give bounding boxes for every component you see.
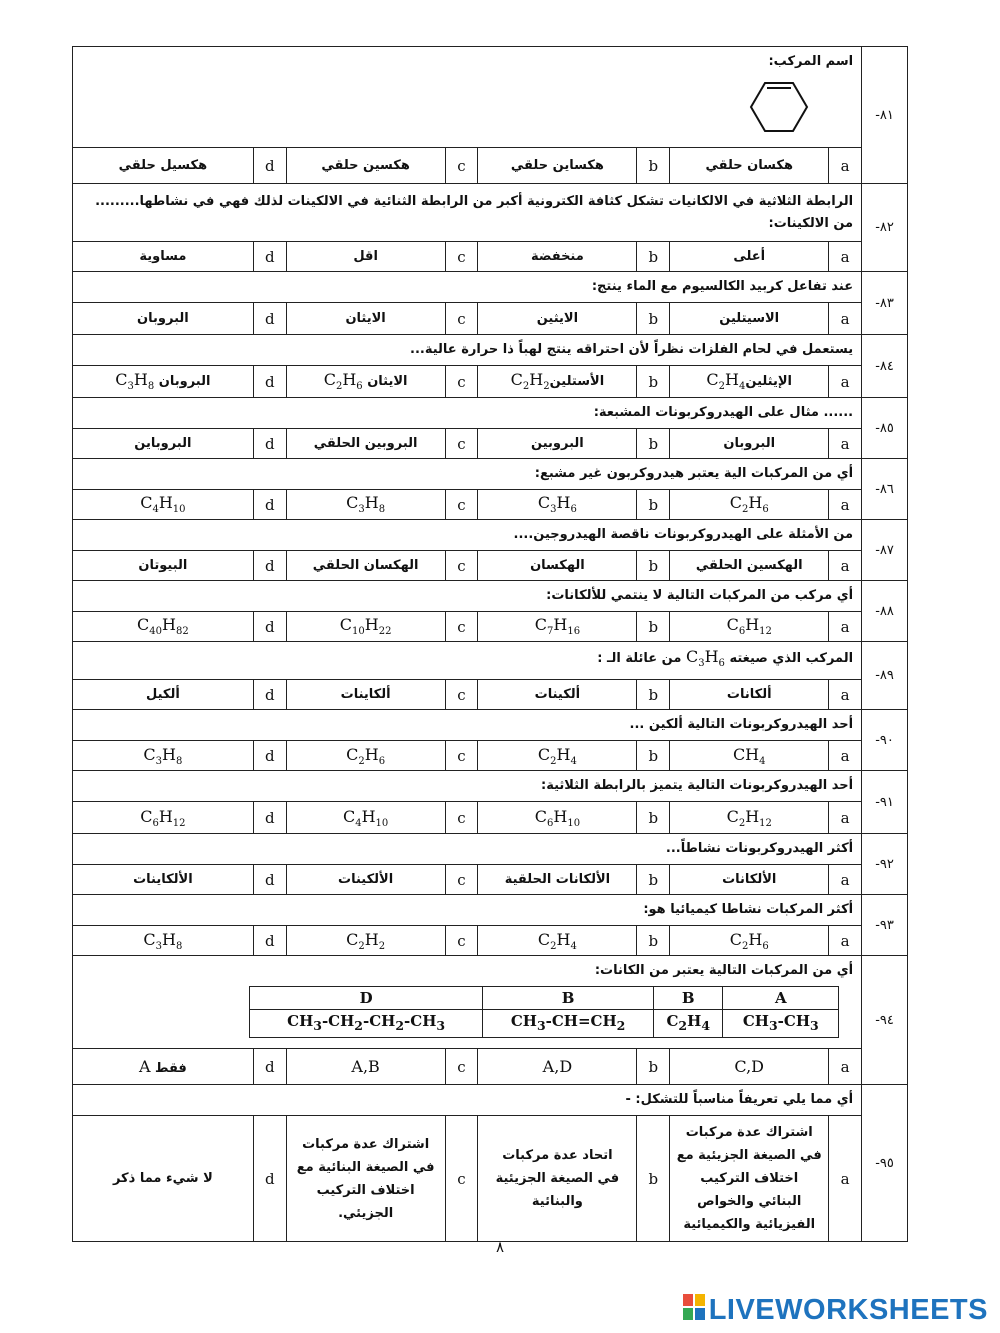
q85-letter-b: b: [637, 429, 670, 459]
q87-letter-d: d: [253, 551, 286, 581]
q90-letter-d: d: [253, 741, 286, 771]
question-87-number: -٨٧: [862, 520, 908, 581]
q81-option-b[interactable]: هكساين حلقي: [478, 148, 637, 184]
q83-letter-b: b: [637, 303, 670, 335]
q84-option-b[interactable]: $الأستلينC_2H_2$: [478, 366, 637, 398]
q85-letter-c: c: [445, 429, 478, 459]
q87-option-d[interactable]: البيوتان: [73, 551, 254, 581]
q84-letter-c: c: [445, 366, 478, 398]
q85-option-d[interactable]: البروباين: [73, 429, 254, 459]
cyclohexene-ring-icon: [749, 79, 809, 135]
q82-option-a[interactable]: أعلى: [670, 242, 829, 272]
q92-option-d[interactable]: الألكاينات: [73, 865, 254, 895]
question-81-text: اسم المركب:: [768, 54, 854, 69]
q93-letter-d: d: [253, 926, 286, 956]
q86-letter-a: a: [829, 490, 862, 520]
q89-letter-c: c: [445, 680, 478, 710]
q93-letter-b: b: [637, 926, 670, 956]
q81-letter-d: d: [253, 148, 286, 184]
q90-letter-a: a: [829, 741, 862, 771]
question-92-number: -٩٢: [862, 834, 908, 895]
question-81-number: -٨١: [862, 47, 908, 184]
q94-header-4: A: [723, 987, 839, 1010]
question-92-text: أكثر الهيدروكربونات نشاطاً...: [73, 834, 862, 865]
q89-text-post: من عائلة الـ :: [597, 651, 682, 666]
q90-letter-c: c: [445, 741, 478, 771]
q86-letter-b: b: [637, 490, 670, 520]
q94-compound-b1: $CH_3-CH=CH_2$: [483, 1010, 654, 1038]
q82-option-b[interactable]: منخفضة: [478, 242, 637, 272]
question-90-number: -٩٠: [862, 710, 908, 771]
q95-b-line: والبنائية: [531, 1194, 583, 1210]
q87-letter-c: c: [445, 551, 478, 581]
q83-option-d[interactable]: البروبان: [73, 303, 254, 335]
q86-letter-c: c: [445, 490, 478, 520]
q94-option-a-text: C,D: [734, 1057, 765, 1077]
q88-letter-b: b: [637, 612, 670, 642]
q84-letter-d: d: [253, 366, 286, 398]
q95-letter-d: d: [253, 1116, 286, 1242]
q91-option-d[interactable]: $C_6H_{12}$: [73, 802, 254, 834]
q85-option-b[interactable]: البروبين: [478, 429, 637, 459]
q88-option-b[interactable]: $C_7H_{16}$: [478, 612, 637, 642]
q94-header-2: B: [483, 987, 654, 1010]
q89-option-c[interactable]: ألكاينات: [286, 680, 445, 710]
q93-letter-a: a: [829, 926, 862, 956]
q87-letter-a: a: [829, 551, 862, 581]
q94-compound-a: $CH_3-CH_3$: [723, 1010, 839, 1038]
q95-letter-a: a: [829, 1116, 862, 1242]
question-84-text: يستعمل في لحام الفلزات نظراً لأن احتراقه ينتج لهباً ذا حرارة عالية...: [73, 335, 862, 366]
question-87-text: من الأمثلة على الهيدروكربونات ناقصة الهيدروجين....: [73, 520, 862, 551]
q95-c-line: اشتراك عدة مركبات: [302, 1136, 430, 1152]
q84-option-d[interactable]: البروبان $C_3H_8$: [73, 366, 254, 398]
q84-option-d-name: البروبان: [158, 374, 211, 390]
q94-option-d-letter: A: [138, 1057, 151, 1077]
q93-option-c[interactable]: $C_2H_2$: [286, 926, 445, 956]
q95-c-line: الجزيئي.: [338, 1205, 394, 1221]
q89-option-a[interactable]: ألكانات: [670, 680, 829, 710]
q93-option-b[interactable]: $C_2H_4$: [478, 926, 637, 956]
q81-option-c[interactable]: هكسين حلقي: [286, 148, 445, 184]
question-89-number: -٨٩: [862, 642, 908, 710]
q89-option-b[interactable]: ألكينات: [478, 680, 637, 710]
question-93-text: أكثر المركبات نشاطا كيميائيا هو:: [73, 895, 862, 926]
q92-letter-d: d: [253, 865, 286, 895]
q95-a-line: الفيزيائية والكيميائية: [683, 1217, 816, 1233]
q89-letter-b: b: [637, 680, 670, 710]
q95-a-line: اشتراك عدة مركبات: [685, 1125, 813, 1141]
q95-letter-b: b: [637, 1116, 670, 1242]
q83-option-a[interactable]: الاسيتلين: [670, 303, 829, 335]
question-88-text: أي مركب من المركبات التالية لا ينتمي للألكانات:: [73, 581, 862, 612]
question-95-number: -٩٥: [862, 1085, 908, 1242]
q94-option-b[interactable]: [478, 1049, 637, 1085]
q93-letter-c: c: [445, 926, 478, 956]
q81-letter-b: b: [637, 148, 670, 184]
q95-c-line: اختلاف التركيب: [316, 1182, 415, 1198]
q94-option-b-text: A,D: [542, 1057, 573, 1077]
q83-letter-d: d: [253, 303, 286, 335]
q89-letter-d: d: [253, 680, 286, 710]
question-94-number: -٩٤: [862, 956, 908, 1085]
q85-letter-d: d: [253, 429, 286, 459]
q87-option-c[interactable]: الهكسان الحلقي: [286, 551, 445, 581]
question-88-number: -٨٨: [862, 581, 908, 642]
q95-option-b[interactable]: [478, 1116, 637, 1242]
q86-option-d[interactable]: $C_4H_{10}$: [73, 490, 254, 520]
q92-option-c[interactable]: الألكينات: [286, 865, 445, 895]
q93-option-a[interactable]: $C_2H_6$: [670, 926, 829, 956]
q88-letter-a: a: [829, 612, 862, 642]
q81-letter-a: a: [829, 148, 862, 184]
liveworksheets-logo-icon: [683, 1294, 705, 1328]
question-95-text: أي مما يلي تعريفاً مناسباً للتشكل: -: [73, 1085, 862, 1116]
q92-option-b[interactable]: الألكانات الحلقية: [478, 865, 637, 895]
worksheet-table: [72, 46, 908, 1242]
question-85-number: -٨٥: [862, 398, 908, 459]
q95-c-line: في الصيغة البنائية مع: [296, 1159, 435, 1175]
q89-letter-a: a: [829, 680, 862, 710]
q94-compound-d: $CH_3-CH_2-CH_2-CH_3$: [250, 1010, 483, 1038]
q94-letter-a: a: [829, 1049, 862, 1085]
question-94-stem: [73, 956, 862, 1049]
q83-letter-a: a: [829, 303, 862, 335]
q92-letter-c: c: [445, 865, 478, 895]
q86-option-a[interactable]: $C_2H_6$: [670, 490, 829, 520]
q84-option-a-name: الإيثلين: [745, 374, 793, 390]
q92-letter-b: b: [637, 865, 670, 895]
q94-option-d-word: فقط: [155, 1061, 187, 1077]
q85-option-a[interactable]: البروبان: [670, 429, 829, 459]
q91-letter-a: a: [829, 802, 862, 834]
q91-option-b[interactable]: $C_6H_{10}$: [478, 802, 637, 834]
question-83-number: -٨٣: [862, 272, 908, 335]
q85-letter-a: a: [829, 429, 862, 459]
q94-letter-b: b: [637, 1049, 670, 1085]
q82-letter-b: b: [637, 242, 670, 272]
q95-b-line: في الصيغة الجزيئية: [495, 1171, 620, 1187]
q88-option-c[interactable]: $C_{10}H_{22}$: [286, 612, 445, 642]
q84-letter-a: a: [829, 366, 862, 398]
q95-a-line: اختلاف التركيب: [700, 1171, 799, 1187]
q81-option-d[interactable]: هكسيل حلقي: [73, 148, 254, 184]
cyclohexene-structure: [81, 73, 853, 143]
brand-name: LIVEWORKSHEETS: [708, 1294, 988, 1326]
q84-option-a[interactable]: $الإيثلينC_2H_4$: [670, 366, 829, 398]
q90-letter-b: b: [637, 741, 670, 771]
question-94-text: أي من المركبات التالية يعتبر من الكانات:: [594, 963, 854, 979]
question-86-number: -٨٦: [862, 459, 908, 520]
question-82-text: الرابطة الثلاثية في الالكانيات تشكل كثافة الكترونية أكبر من الرابطة الثنائية في الالكينات لذلك فهي في نشاطها......... من الالكينات:: [73, 184, 862, 242]
q85-option-c[interactable]: البروبين الحلقي: [286, 429, 445, 459]
q84-option-b-name: الأستلين: [549, 374, 605, 390]
q92-option-a[interactable]: الألكانات: [670, 865, 829, 895]
q95-option-a[interactable]: [670, 1116, 829, 1242]
page-number: ٨: [495, 1238, 505, 1256]
q95-a-line: في الصيغة الجزيئية مع: [676, 1148, 822, 1164]
q81-letter-c: c: [445, 148, 478, 184]
q82-letter-d: d: [253, 242, 286, 272]
q82-option-c[interactable]: اقل: [286, 242, 445, 272]
q94-compound-b2: $C_2H_4$: [654, 1010, 723, 1038]
q88-option-a[interactable]: $C_6H_{12}$: [670, 612, 829, 642]
q82-option-d[interactable]: مساوية: [73, 242, 254, 272]
q86-letter-d: d: [253, 490, 286, 520]
q91-letter-c: c: [445, 802, 478, 834]
question-85-text: ...... مثال على الهيدروكربونات المشبعة:: [73, 398, 862, 429]
q94-compounds-table: [249, 986, 839, 1038]
q94-letter-d: d: [253, 1049, 286, 1085]
q82-letter-a: a: [829, 242, 862, 272]
q95-b-line: اتحاد عدة مركبات: [502, 1148, 613, 1164]
q90-option-c[interactable]: $C_2H_6$: [286, 741, 445, 771]
q83-option-b[interactable]: الايثين: [478, 303, 637, 335]
question-82-number: -٨٢: [862, 184, 908, 272]
q94-option-c-text: A,B: [351, 1057, 380, 1077]
q88-letter-d: d: [253, 612, 286, 642]
q95-option-d[interactable]: لا شيء مما ذكر: [73, 1116, 254, 1242]
question-89-text: المركب الذي صيغته $C_3H_6$ من عائلة الـ :: [73, 642, 862, 680]
q83-option-c[interactable]: الايثان: [286, 303, 445, 335]
q95-letter-c: c: [445, 1116, 478, 1242]
question-93-number: -٩٣: [862, 895, 908, 956]
q84-letter-b: b: [637, 366, 670, 398]
q90-option-d[interactable]: $C_3H_8$: [73, 741, 254, 771]
q89-text-pre: المركب الذي صيغته: [729, 651, 854, 666]
q84-option-c-name: الايثان: [367, 374, 408, 390]
question-90-text: أحد الهيدروكربونات التالية ألكين ...: [73, 710, 862, 741]
q87-option-b[interactable]: الهكسان: [478, 551, 637, 581]
question-86-text: أي من المركبات الية يعتبر هيدروكربون غير مشبع:: [73, 459, 862, 490]
question-91-number: -٩١: [862, 771, 908, 834]
q91-letter-d: d: [253, 802, 286, 834]
q91-option-c[interactable]: $C_4H_{10}$: [286, 802, 445, 834]
q87-letter-b: b: [637, 551, 670, 581]
q94-option-a[interactable]: [670, 1049, 829, 1085]
q81-option-a[interactable]: هكسان حلقي: [670, 148, 829, 184]
q94-header-3: B: [654, 987, 723, 1010]
question-81-stem: [73, 47, 862, 148]
q84-option-c[interactable]: الايثان $C_2H_6$: [286, 366, 445, 398]
q90-option-b[interactable]: $C_2H_4$: [478, 741, 637, 771]
question-83-text: عند تفاعل كربيد الكالسيوم مع الماء ينتج:: [73, 272, 862, 303]
q95-a-line: البنائي والخواص: [697, 1194, 802, 1210]
q91-letter-b: b: [637, 802, 670, 834]
q86-option-c[interactable]: $C_3H_8$: [286, 490, 445, 520]
q86-option-b[interactable]: $C_3H_6$: [478, 490, 637, 520]
q83-letter-c: c: [445, 303, 478, 335]
liveworksheets-brand[interactable]: [683, 1294, 988, 1328]
q95-option-c[interactable]: [286, 1116, 445, 1242]
q92-letter-a: a: [829, 865, 862, 895]
q91-option-a[interactable]: $C_2H_{12}$: [670, 802, 829, 834]
q94-letter-c: c: [445, 1049, 478, 1085]
q87-option-a[interactable]: الهكسين الحلقي: [670, 551, 829, 581]
question-84-number: -٨٤: [862, 335, 908, 398]
q82-letter-c: c: [445, 242, 478, 272]
q90-option-a[interactable]: $CH_4$: [670, 741, 829, 771]
q94-header-1: D: [250, 987, 483, 1010]
q88-letter-c: c: [445, 612, 478, 642]
q88-option-d[interactable]: $C_{40}H_{82}$: [73, 612, 254, 642]
q93-option-d[interactable]: $C_3H_8$: [73, 926, 254, 956]
q94-option-d[interactable]: [73, 1049, 254, 1085]
question-91-text: أحد الهيدروكربونات التالية يتميز بالرابطة الثلاثية:: [73, 771, 862, 802]
q94-option-c[interactable]: [286, 1049, 445, 1085]
q89-option-d[interactable]: ألكيل: [73, 680, 254, 710]
